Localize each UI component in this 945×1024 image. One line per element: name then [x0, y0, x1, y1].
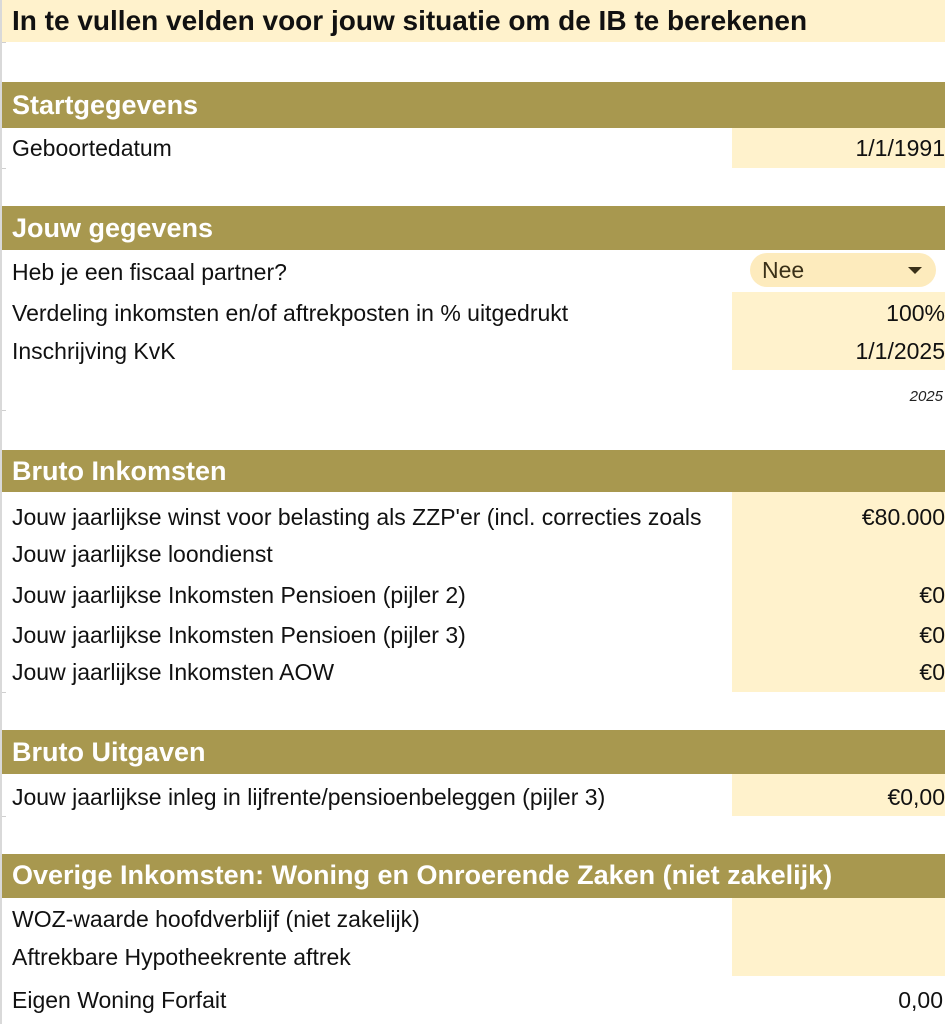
- row-eigen-woning-forfait: [2, 976, 945, 1020]
- aow-cell[interactable]: [732, 654, 945, 692]
- aow-label: Jouw jaarlijkse Inkomsten AOW: [12, 659, 335, 685]
- section-title: Bruto Uitgaven: [12, 737, 206, 767]
- row-zzp-winst: [2, 492, 945, 538]
- row-verdeling: [2, 292, 945, 332]
- title-row[interactable]: [2, 0, 945, 42]
- woz-label: WOZ-waarde hoofdverblijf (niet zakelijk): [12, 906, 420, 932]
- zzp-winst-label: Jouw jaarlijkse winst voor belasting als ZZP'er (incl. correcties zoals: [12, 504, 702, 530]
- verdeling-cell[interactable]: [732, 292, 945, 332]
- lijfrente-value: €0,00: [887, 784, 945, 810]
- row-fiscaal-partner: [2, 250, 945, 292]
- partner-dropdown-value: Nee: [762, 257, 805, 283]
- row-loondienst: [2, 538, 945, 574]
- section-title: Overige Inkomsten: Woning en Onroerende Zaken (niet zakelijk): [12, 860, 833, 890]
- pensioen-pijler3-value: €0: [919, 622, 945, 648]
- loondienst-cell[interactable]: [732, 538, 945, 574]
- gridline: [2, 168, 6, 169]
- gridline: [2, 410, 6, 411]
- kvk-cell[interactable]: [732, 332, 945, 370]
- section-header-bruto-inkomsten[interactable]: [2, 450, 945, 492]
- row-pensioen-pijler2: [2, 574, 945, 614]
- row-aow: [2, 654, 945, 692]
- page-title: In te vullen velden voor jouw situatie om de IB te berekenen: [12, 5, 808, 36]
- pensioen-pijler2-label: Jouw jaarlijkse Inkomsten Pensioen (pijler 2): [12, 582, 466, 608]
- row-kvk: [2, 332, 945, 370]
- row-hypotheekrente: [2, 938, 945, 976]
- row-pensioen-pijler3: [2, 614, 945, 654]
- row-woz: [2, 898, 945, 938]
- row-lijfrente: [2, 774, 945, 816]
- kvk-label: Inschrijving KvK: [12, 338, 176, 364]
- loondienst-label: Jouw jaarlijkse loondienst: [12, 541, 273, 567]
- partner-label: Heb je een fiscaal partner?: [12, 259, 287, 285]
- hypotheek-cell[interactable]: [732, 938, 945, 976]
- section-header-bruto-uitgaven[interactable]: [2, 730, 945, 774]
- section-title: Bruto Inkomsten: [12, 456, 227, 486]
- pensioen-pijler3-label: Jouw jaarlijkse Inkomsten Pensioen (pijler 3): [12, 622, 466, 648]
- lijfrente-label: Jouw jaarlijkse inleg in lijfrente/pensioenbeleggen (pijler 3): [12, 784, 606, 810]
- verdeling-value: 100%: [886, 300, 945, 326]
- forfait-label: Eigen Woning Forfait: [12, 987, 227, 1013]
- section-title: Startgegevens: [12, 90, 199, 120]
- hypotheek-label: Aftrekbare Hypotheekrente aftrek: [12, 944, 351, 970]
- section-header-jouw-gegevens[interactable]: [2, 206, 945, 250]
- kvk-value: 1/1/2025: [855, 338, 945, 364]
- lijfrente-cell[interactable]: [732, 774, 945, 816]
- pensioen-pijler2-value: €0: [919, 582, 945, 608]
- dropdown-arrow-icon: [908, 267, 922, 274]
- section-header-startgegevens[interactable]: [2, 82, 945, 128]
- gridline: [2, 42, 6, 43]
- gridline: [2, 816, 6, 817]
- forfait-value[interactable]: 0,00: [898, 987, 943, 1013]
- row-geboortedatum: [2, 128, 945, 168]
- pensioen-pijler3-cell[interactable]: [732, 614, 945, 654]
- gridline: [2, 692, 6, 693]
- section-header-overige-inkomsten[interactable]: [2, 854, 945, 898]
- section-title: Jouw gegevens: [12, 213, 214, 243]
- pensioen-pijler2-cell[interactable]: [732, 574, 945, 614]
- partner-dropdown[interactable]: [750, 253, 936, 287]
- birthdate-cell[interactable]: [732, 128, 945, 168]
- zzp-winst-cell[interactable]: [732, 492, 945, 538]
- birthdate-label: Geboortedatum: [12, 135, 172, 161]
- aow-value: €0: [919, 659, 945, 685]
- verdeling-label: Verdeling inkomsten en/of aftrekposten in % uitgedrukt: [12, 300, 569, 326]
- woz-cell[interactable]: [732, 898, 945, 938]
- zzp-winst-value: €80.000: [861, 504, 945, 530]
- birthdate-value: 1/1/1991: [855, 135, 945, 161]
- row-year-note: [2, 370, 945, 410]
- year-note[interactable]: 2025: [909, 388, 943, 405]
